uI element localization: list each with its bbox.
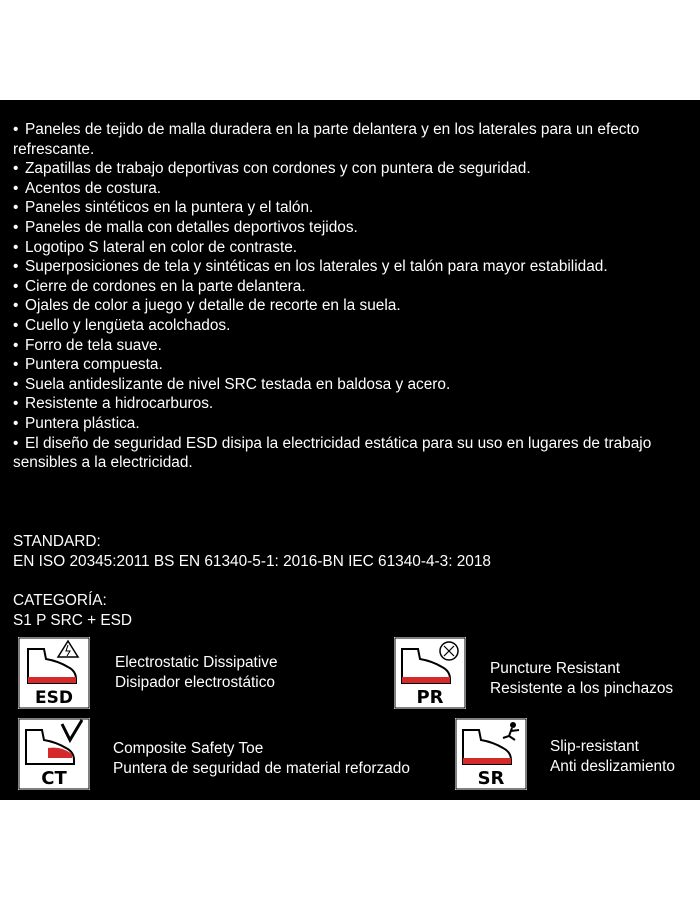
feature-text: Zapatillas de trabajo deportivas con cordones y con puntera de seguridad. xyxy=(25,160,531,178)
bullet-icon: • xyxy=(13,179,19,197)
feature-text: Resistente a hidrocarburos. xyxy=(25,395,214,413)
ct-code: CT xyxy=(41,768,67,789)
feature-text: El diseño de seguridad ESD disipa la electricidad estática para su uso en lugares de trabajo sensibles a la electricidad. xyxy=(13,434,652,472)
feature-item xyxy=(13,296,693,316)
feature-text: Paneles sintéticos en la puntera y el talón. xyxy=(25,199,314,217)
feature-text: Cuello y lengüeta acolchados. xyxy=(25,316,231,334)
feature-text: Puntera plástica. xyxy=(25,414,140,432)
feature-text: Puntera compuesta. xyxy=(25,356,163,374)
ct-description xyxy=(113,739,410,779)
esd-line1: Electrostatic Dissipative xyxy=(115,654,278,671)
bullet-icon: • xyxy=(13,160,19,178)
bullet-icon: • xyxy=(13,336,19,354)
bullet-icon: • xyxy=(13,297,19,315)
bullet-icon: • xyxy=(13,434,19,452)
feature-item xyxy=(13,394,693,414)
esd-line2: Disipador electrostático xyxy=(115,674,275,691)
feature-item xyxy=(13,375,693,395)
feature-text: Logotipo S lateral en color de contraste. xyxy=(25,238,298,256)
sr-description xyxy=(550,737,675,777)
category-label: CATEGORÍA: xyxy=(13,592,107,609)
esd-code: ESD xyxy=(35,688,73,708)
feature-item xyxy=(13,218,693,238)
feature-item xyxy=(13,257,693,277)
feature-item xyxy=(13,198,693,218)
feature-item xyxy=(13,238,693,258)
sr-code: SR xyxy=(477,768,505,789)
feature-item xyxy=(13,336,693,356)
pr-description xyxy=(490,659,673,699)
product-spec-panel xyxy=(0,100,700,800)
feature-item xyxy=(13,159,693,179)
bullet-icon: • xyxy=(13,238,19,256)
feature-text: Acentos de costura. xyxy=(25,179,162,197)
feature-item xyxy=(13,179,693,199)
feature-item xyxy=(13,434,693,473)
feature-text: Suela antideslizante de nivel SRC testada en baldosa y acero. xyxy=(25,375,451,393)
feature-text: Cierre de cordones en la parte delantera. xyxy=(25,277,306,295)
pr-line1: Puncture Resistant xyxy=(490,660,621,677)
bullet-icon: • xyxy=(13,375,19,393)
ct-badge-icon xyxy=(18,718,90,790)
feature-item xyxy=(13,120,693,159)
bullet-icon: • xyxy=(13,395,19,413)
feature-text: Paneles de tejido de malla duradera en la parte delantera y en los laterales para un efecto refrescante. xyxy=(13,121,640,158)
ct-line2: Puntera de seguridad de material reforzado xyxy=(113,760,410,777)
sr-badge-icon xyxy=(455,718,527,790)
feature-list xyxy=(13,120,693,473)
feature-text: Forro de tela suave. xyxy=(25,336,162,354)
feature-text: Superposiciones de tela y sintéticas en los laterales y el talón para mayor estabilidad. xyxy=(25,258,608,276)
sr-line1: Slip-resistant xyxy=(550,738,639,755)
esd-description xyxy=(115,653,278,693)
bullet-icon: • xyxy=(13,414,19,432)
pr-line2: Resistente a los pinchazos xyxy=(490,680,674,697)
feature-item xyxy=(13,277,693,297)
feature-item xyxy=(13,414,693,434)
feature-item xyxy=(13,355,693,375)
ct-line1: Composite Safety Toe xyxy=(113,740,264,757)
feature-text: Paneles de malla con detalles deportivos tejidos. xyxy=(25,218,358,236)
sr-line2: Anti deslizamiento xyxy=(550,758,675,775)
bullet-icon: • xyxy=(13,218,19,236)
bullet-icon: • xyxy=(13,356,19,374)
bullet-icon: • xyxy=(13,277,19,295)
category-value: S1 P SRC + ESD xyxy=(13,612,133,629)
bullet-icon: • xyxy=(13,316,19,334)
bullet-icon: • xyxy=(13,199,19,217)
pr-code: PR xyxy=(416,687,444,708)
esd-badge-icon xyxy=(18,637,90,709)
standard-label: STANDARD: xyxy=(13,533,101,550)
feature-item xyxy=(13,316,693,336)
pr-badge-icon xyxy=(394,637,466,709)
bullet-icon: • xyxy=(13,258,19,276)
bullet-icon: • xyxy=(13,121,19,138)
standard-value: EN ISO 20345:2011 BS EN 61340-5-1: 2016-BN IEC 61340-4-3: 2018 xyxy=(13,553,491,570)
feature-text: Ojales de color a juego y detalle de recorte en la suela. xyxy=(25,297,401,315)
